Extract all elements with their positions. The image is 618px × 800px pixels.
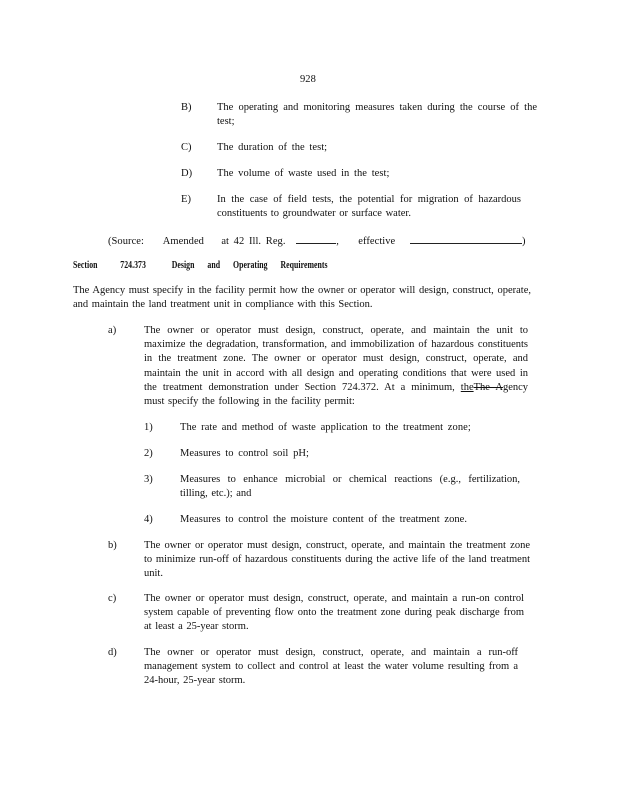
- item-text-c: The owner or operator must design, construct, operate, and maintain a run-on control system capable of preventing flow onto the treatment zone during peak discharge from at least a 25-year storm.: [144, 593, 524, 633]
- subitem-text-3: Measures to enhance microbial or chemical reactions (e.g., fertilization, tilling, etc.); and: [180, 474, 520, 500]
- effective-date-blank: [410, 233, 522, 244]
- intro-paragraph: The Agency must specify in the facility permit how the owner or operator will design, construct, operate, and maintain the land treatment unit in compliance with this Section.: [73, 285, 531, 311]
- item-label-b: b): [108, 540, 117, 551]
- page-number: 928: [300, 74, 316, 85]
- item-label-a: a): [108, 325, 117, 336]
- subitem-text-4: Measures to control the moisture content of the treatment zone.: [180, 514, 468, 525]
- item-text-d: The owner or operator must design, construct, operate, and maintain a run-off management system to collect and control at least the water volume resulting from a 24-hour, 25-year storm.: [144, 647, 518, 687]
- subitem-label-2: 2): [144, 448, 153, 459]
- item-a-text-before: The owner or operator must design, construct, operate, and maintain the unit to maximize the degradation, transformation, and immobilization of hazardous constituents in the treatment zone. The owner or operator must design, construct, operate, and maintain the unit in accord with all design and operating conditions that were used in the treatment demonstration under Section 724.372. At a minimum,: [144, 325, 528, 393]
- source-effective: effective: [358, 236, 396, 247]
- list-item-label-c-upper: C): [181, 142, 192, 153]
- struck-text: The A: [473, 381, 503, 393]
- item-text-a: [144, 324, 528, 409]
- source-comma: ,: [336, 236, 339, 247]
- inserted-text: the: [460, 381, 474, 393]
- list-item-label-d-upper: D): [181, 168, 193, 179]
- source-prefix: (Source:: [108, 236, 144, 247]
- item-a-text-after: gency must specify the following in the facility permit:: [144, 381, 529, 408]
- subitem-text-1: The rate and method of waste application to the treatment zone;: [180, 422, 471, 433]
- list-item-text-d-upper: The volume of waste used in the test;: [217, 168, 390, 179]
- source-amended: Amended: [162, 236, 204, 247]
- section-number: 724.373: [120, 260, 146, 271]
- list-item-text-e-upper: In the case of field tests, the potential for migration of hazardous constituents to groundwater or surface water.: [217, 194, 521, 220]
- register-page-blank: [296, 233, 336, 244]
- list-item-text-b-upper: The operating and monitoring measures taken during the course of the test;: [217, 102, 537, 128]
- list-item-label-b-upper: B): [181, 102, 192, 113]
- source-note: [108, 233, 526, 249]
- list-item-label-e-upper: E): [181, 194, 192, 205]
- subitem-label-4: 4): [144, 514, 153, 525]
- section-label: Section: [73, 260, 98, 271]
- list-item-text-c-upper: The duration of the test;: [217, 142, 328, 153]
- section-title: Design and Operating Requirements: [171, 260, 328, 271]
- subitem-text-2: Measures to control soil pH;: [180, 448, 309, 459]
- item-text-b: The owner or operator must design, construct, operate, and maintain the treatment zone to minimize run-off of hazardous constituents during the active life of the land treatment unit.: [144, 540, 530, 580]
- item-label-c: c): [108, 593, 117, 604]
- source-citation: at 42 Ill. Reg.: [221, 236, 286, 247]
- source-close: ): [521, 236, 526, 247]
- item-label-d: d): [108, 647, 117, 658]
- section-heading: [73, 259, 328, 273]
- subitem-label-3: 3): [144, 474, 153, 485]
- subitem-label-1: 1): [144, 422, 153, 433]
